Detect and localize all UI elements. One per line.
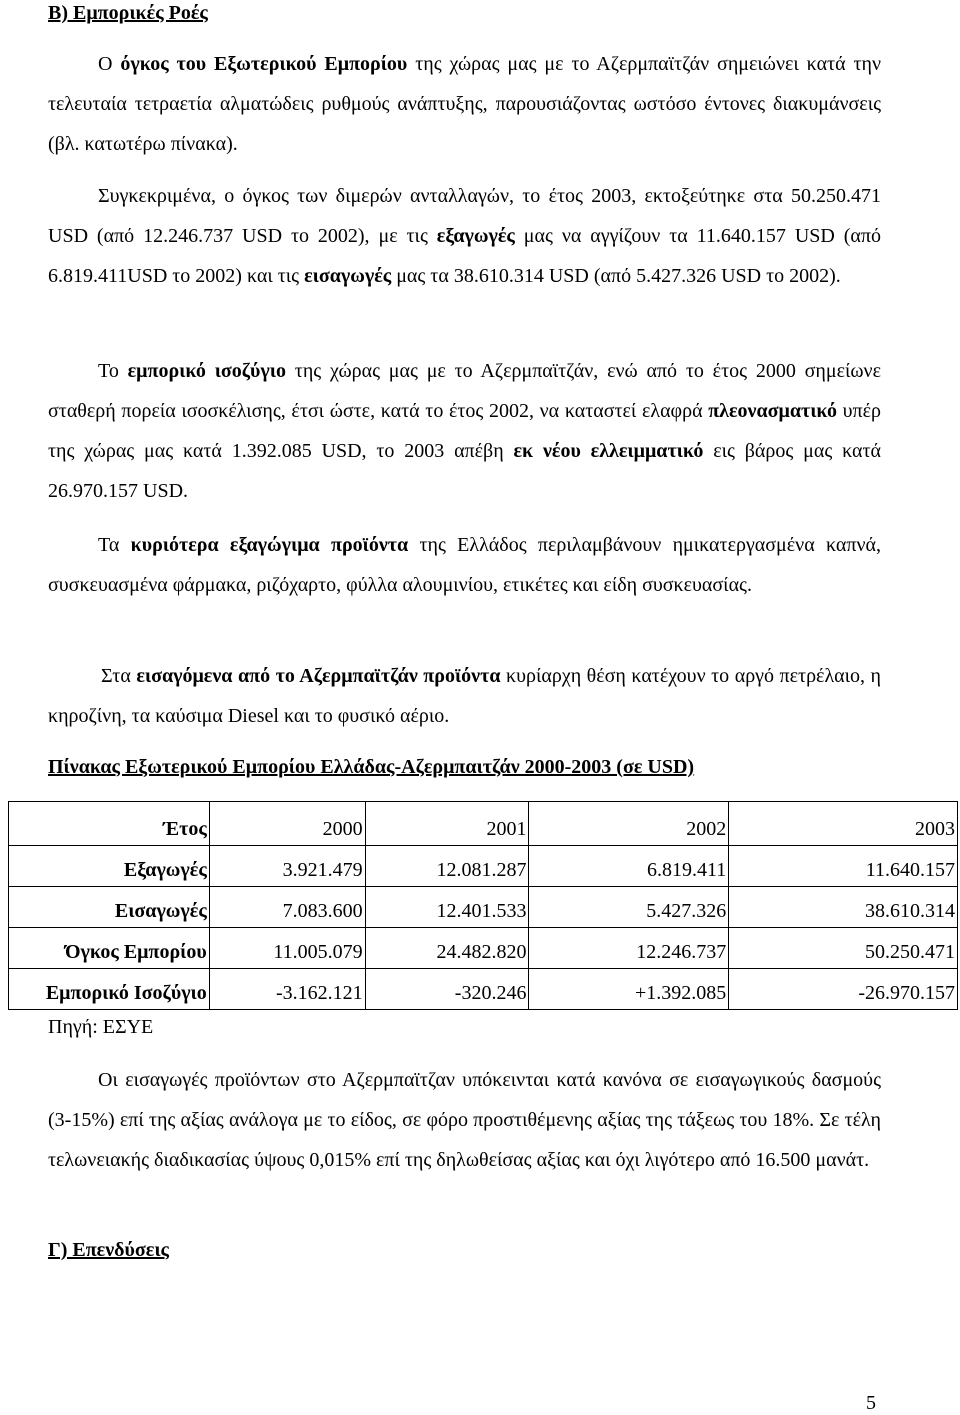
table-row <box>9 969 958 1010</box>
table-cell: 7.083.600 <box>209 887 365 928</box>
table-cell: 6.819.411 <box>529 846 729 887</box>
paragraph-bilateral-exchanges: Συγκεκριμένα, ο όγκος των διμερών ανταλλαγών, το έτος 2003, εκτοξεύτηκε στα 50.250.471 USD (από 12.246.737 USD το 2002), με τις εξαγωγές μας να αγγίζουν τα 11.640.157 USD (από 6.819.411USD το 2002) και τις εισαγωγές μας τα 38.610.314 USD (από 5.427.326 USD το 2002). <box>48 185 881 287</box>
table-header-label: Έτος <box>9 802 210 846</box>
table-header-cell: 2000 <box>209 802 365 846</box>
row-label: Εισαγωγές <box>9 887 210 928</box>
table-title: Πίνακας Εξωτερικού Εμπορίου Ελλάδας-Αζερμπαιτζάν 2000-2003 (σε USD) <box>48 756 695 778</box>
table-cell: 38.610.314 <box>729 887 958 928</box>
table-header-cell: 2002 <box>529 802 729 846</box>
paragraph-imports: Στα εισαγόμενα από το Αζερμπαϊτζάν προϊόντα κυρίαρχη θέση κατέχουν το αργό πετρέλαιο, η κηροζίνη, τα καύσιμα Diesel και το φυσικό αέριο. <box>48 665 881 727</box>
table-row <box>9 928 958 969</box>
trade-table <box>8 801 958 1010</box>
table-cell: -3.162.121 <box>209 969 365 1010</box>
table-row <box>9 846 958 887</box>
paragraph-trade-volume: Ο όγκος του Εξωτερικού Εμπορίου της χώρας μας με το Αζερμπαϊτζάν σημειώνει κατά την τελευταία τετραετία αλματώδεις ρυθμούς ανάπτυξης, παρουσιάζοντας ωστόσο έντονες διακυμάνσεις (βλ. κατωτέρω πίνακα). <box>48 53 882 155</box>
table-cell: 24.482.820 <box>365 928 529 969</box>
table-header-cell: 2003 <box>729 802 958 846</box>
paragraph-main-exports: Τα κυριότερα εξαγώγιμα προϊόντα της Ελλάδος περιλαμβάνουν ημικατεργασμένα καπνά, συσκευασμένα φάρμακα, ριζόχαρτο, φύλλα αλουμινίου, ετικέτες και είδη συσκευασίας. <box>48 534 881 596</box>
paragraph-import-duties: Οι εισαγωγές προϊόντων στο Αζερμπαϊτζαν υπόκεινται κατά κανόνα σε εισαγωγικούς δασμούς (3-15%) επί της αξίας ανάλογα με το είδος, σε φόρο προστιθέμενης αξίας της τάξεως του 18%. Σε τέλη τελωνειακής διαδικασίας ύψους 0,015% επί της δηλωθείσας αξίας και όχι λιγότερο από 16.500 μανάτ. <box>48 1069 881 1171</box>
row-label: Εμπορικό Ισοζύγιο <box>9 969 210 1010</box>
paragraph-trade-balance: Το εμπορικό ισοζύγιο της χώρας μας με το Αζερμπαϊτζάν, ενώ από το έτος 2000 σημείωνε σταθερή πορεία ισοσκέλισης, έτσι ώστε, κατά το έτος 2002, να καταστεί ελαφρά πλεονασματικό υπέρ της χώρας μας κατά 1.392.085 USD, το 2003 απέβη εκ νέου ελλειμματικό εις βάρος μας κατά 26.970.157 USD. <box>48 360 881 502</box>
row-label: Εξαγωγές <box>9 846 210 887</box>
table-header-cell: 2001 <box>365 802 529 846</box>
table-cell: 11.005.079 <box>209 928 365 969</box>
section-heading-trade-flows: Β) Εμπορικές Ροές <box>48 2 208 24</box>
table-cell: 12.081.287 <box>365 846 529 887</box>
table-cell: 5.427.326 <box>529 887 729 928</box>
section-heading-investments: Γ) Επενδύσεις <box>48 1239 169 1261</box>
table-row <box>9 887 958 928</box>
table-cell: 3.921.479 <box>209 846 365 887</box>
table-cell: 12.246.737 <box>529 928 729 969</box>
table-header-row <box>9 802 958 846</box>
table-cell: -320.246 <box>365 969 529 1010</box>
table-cell: 50.250.471 <box>729 928 958 969</box>
row-label: Όγκος Εμπορίου <box>9 928 210 969</box>
page-number: 5 <box>866 1392 876 1414</box>
table-cell: 11.640.157 <box>729 846 958 887</box>
table-cell: +1.392.085 <box>529 969 729 1010</box>
table-cell: -26.970.157 <box>729 969 958 1010</box>
table-cell: 12.401.533 <box>365 887 529 928</box>
table-source: Πηγή: ΕΣΥΕ <box>48 1016 154 1038</box>
